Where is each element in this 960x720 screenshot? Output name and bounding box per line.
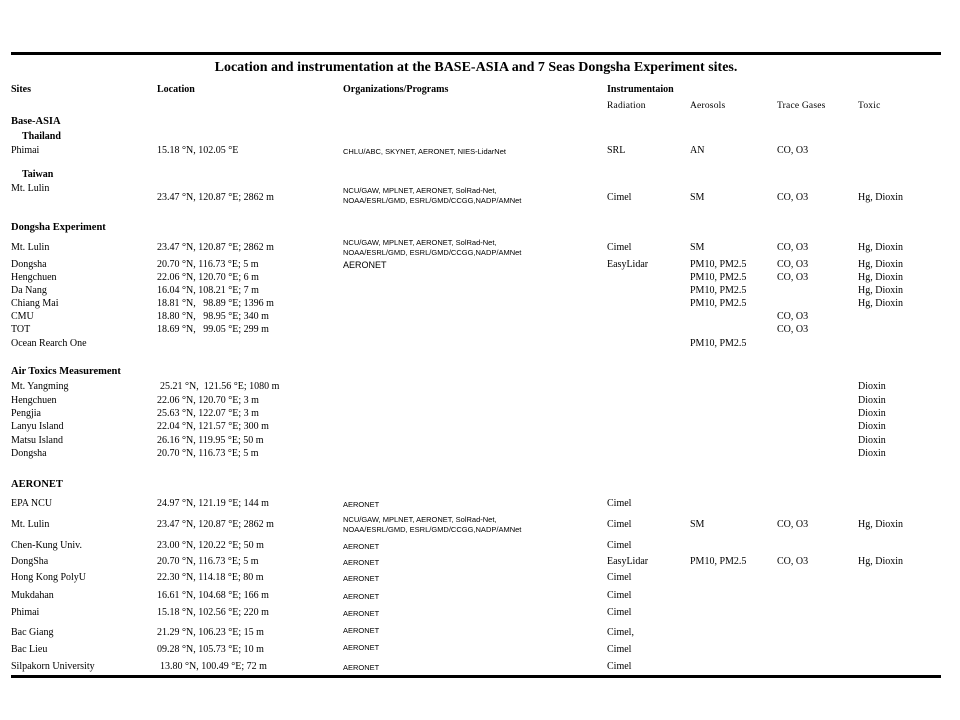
section-air-toxics: Air Toxics Measurement — [11, 366, 121, 377]
section-dongsha-experiment: Dongsha Experiment — [11, 222, 106, 233]
row-radiation: Cimel, — [607, 627, 634, 638]
header-org: Organizations/Programs — [343, 84, 449, 95]
row-site: Bac Giang — [11, 627, 54, 638]
row-org: AERONET — [343, 663, 380, 672]
row-aerosols: PM10, PM2.5 — [690, 298, 747, 309]
row-trace-gases: CO, O3 — [777, 556, 809, 567]
row-aerosols: PM10, PM2.5 — [690, 338, 747, 349]
row-trace-gases: CO, O3 — [777, 272, 809, 283]
row-org: AERONET — [343, 643, 380, 652]
row-location: 15.18 °N, 102.56 °E; 220 m — [157, 607, 269, 618]
row-org: AERONET — [343, 500, 380, 509]
row-site: EPA NCU — [11, 498, 53, 509]
row-aerosols: SM — [690, 242, 705, 253]
row-site: Phimai — [11, 145, 40, 156]
row-trace-gases: CO, O3 — [777, 519, 809, 530]
row-radiation: Cimel — [607, 519, 632, 530]
row-site: Ocean Rearch One — [11, 338, 87, 349]
row-location: 13.80 °N, 100.49 °E; 72 m — [160, 661, 267, 672]
row-radiation: Cimel — [607, 192, 632, 203]
section-aeronet: AERONET — [11, 479, 63, 490]
row-radiation: SRL — [607, 145, 626, 156]
row-location: 16.61 °N, 104.68 °E; 166 m — [157, 590, 269, 601]
row-org-line2: NOAA/ESRL/GMD, ESRL/GMD/CCGG,NADP/AMNet — [343, 525, 522, 534]
row-trace-gases: CO, O3 — [777, 324, 809, 335]
row-trace-gases: CO, O3 — [777, 145, 809, 156]
section-base-asia: Base-ASIA — [11, 116, 61, 127]
row-org: AERONET — [343, 626, 380, 635]
row-location: 22.04 °N, 121.57 °E; 300 m — [157, 421, 269, 432]
row-location: 25.21 °N, 121.56 °E; 1080 m — [160, 381, 280, 392]
row-radiation: Cimel — [607, 498, 632, 509]
row-site: Chiang Mai — [11, 298, 59, 309]
header-instrumentation: Instrumentaion — [607, 84, 674, 95]
subsection-thailand: Thailand — [22, 131, 61, 142]
row-org-line1: NCU/GAW, MPLNET, AERONET, SolRad-Net, — [343, 515, 497, 524]
row-toxic: Hg, Dioxin — [858, 272, 903, 283]
row-location: 25.63 °N, 122.07 °E; 3 m — [157, 408, 259, 419]
row-toxic: Hg, Dioxin — [858, 556, 903, 567]
row-radiation: EasyLidar — [607, 556, 649, 567]
subsection-taiwan: Taiwan — [22, 169, 54, 180]
row-site: Dongsha — [11, 259, 47, 270]
row-radiation: Cimel — [607, 540, 632, 551]
row-toxic: Hg, Dioxin — [858, 285, 903, 296]
row-location: 21.29 °N, 106.23 °E; 15 m — [157, 627, 264, 638]
header-toxic: Toxic — [858, 101, 881, 111]
header-radiation: Radiation — [607, 101, 646, 111]
row-radiation: Cimel — [607, 644, 632, 655]
row-radiation: Cimel — [607, 607, 632, 618]
row-location: 20.70 °N, 116.73 °E; 5 m — [157, 259, 259, 270]
row-site: Hong Kong PolyU — [11, 572, 87, 583]
row-location: 23.47 °N, 120.87 °E; 2862 m — [157, 242, 274, 253]
header-trace-gases: Trace Gases — [777, 101, 826, 111]
row-toxic: Hg, Dioxin — [858, 259, 903, 270]
row-location: 22.06 °N, 120.70 °E; 3 m — [157, 395, 259, 406]
row-aerosols: PM10, PM2.5 — [690, 285, 747, 296]
row-site: CMU — [11, 311, 34, 322]
row-site: Lanyu Island — [11, 421, 64, 432]
row-org: AERONET — [343, 574, 380, 583]
row-org-line2: NOAA/ESRL/GMD, ESRL/GMD/CCGG,NADP/AMNet — [343, 196, 522, 205]
row-site: Hengchuen — [11, 395, 57, 406]
row-org-line1: NCU/GAW, MPLNET, AERONET, SolRad-Net, — [343, 186, 497, 195]
row-site: Bac Lieu — [11, 644, 48, 655]
row-location: 20.70 °N, 116.73 °E; 5 m — [157, 448, 259, 459]
row-site: Mt. Lulin — [11, 242, 50, 253]
row-org: AERONET — [343, 260, 387, 270]
row-location: 22.30 °N, 114.18 °E; 80 m — [157, 572, 264, 583]
row-org: AERONET — [343, 558, 380, 567]
row-toxic: Dioxin — [858, 408, 886, 419]
row-site: Chen-Kung Univ. — [11, 540, 83, 551]
row-site: Da Nang — [11, 285, 47, 296]
row-toxic: Hg, Dioxin — [858, 519, 903, 530]
row-toxic: Dioxin — [858, 448, 886, 459]
row-aerosols: SM — [690, 519, 705, 530]
row-trace-gases: CO, O3 — [777, 311, 809, 322]
row-location: 18.80 °N, 98.95 °E; 340 m — [157, 311, 269, 322]
row-location: 20.70 °N, 116.73 °E; 5 m — [157, 556, 259, 567]
row-toxic: Hg, Dioxin — [858, 298, 903, 309]
row-trace-gases: CO, O3 — [777, 192, 809, 203]
row-org: AERONET — [343, 592, 380, 601]
row-site: Hengchuen — [11, 272, 57, 283]
row-location: 09.28 °N, 105.73 °E; 10 m — [157, 644, 264, 655]
row-toxic: Dioxin — [858, 421, 886, 432]
row-toxic: Hg, Dioxin — [858, 242, 903, 253]
row-site: Mt. Lulin — [11, 519, 50, 530]
row-location: 26.16 °N, 119.95 °E; 50 m — [157, 435, 264, 446]
row-site: Silpakorn University — [11, 661, 95, 672]
header-location: Location — [157, 84, 195, 95]
row-aerosols: PM10, PM2.5 — [690, 272, 747, 283]
row-site: Pengjia — [11, 408, 41, 419]
row-toxic: Hg, Dioxin — [858, 192, 903, 203]
row-org: CHLU/ABC, SKYNET, AERONET, NIES-LidarNet — [343, 147, 506, 156]
row-site: Dongsha — [11, 448, 47, 459]
row-location: 23.47 °N, 120.87 °E; 2862 m — [157, 519, 274, 530]
row-site: Phimai — [11, 607, 40, 618]
row-toxic: Dioxin — [858, 381, 886, 392]
row-location: 18.69 °N, 99.05 °E; 299 m — [157, 324, 269, 335]
row-site: Mukdahan — [11, 590, 54, 601]
row-site: Mt. Yangming — [11, 381, 69, 392]
row-org-line1: NCU/GAW, MPLNET, AERONET, SolRad-Net, — [343, 238, 497, 247]
row-radiation: EasyLidar — [607, 259, 649, 270]
row-site: TOT — [11, 324, 31, 335]
row-aerosols: PM10, PM2.5 — [690, 259, 747, 270]
row-aerosols: SM — [690, 192, 705, 203]
row-location: 22.06 °N, 120.70 °E; 6 m — [157, 272, 259, 283]
row-radiation: Cimel — [607, 242, 632, 253]
row-aerosols: AN — [690, 145, 705, 156]
row-site: DongSha — [11, 556, 49, 567]
row-org-line2: NOAA/ESRL/GMD, ESRL/GMD/CCGG,NADP/AMNet — [343, 248, 522, 257]
row-radiation: Cimel — [607, 572, 632, 583]
row-org: AERONET — [343, 609, 380, 618]
row-toxic: Dioxin — [858, 395, 886, 406]
row-trace-gases: CO, O3 — [777, 242, 809, 253]
row-org: AERONET — [343, 542, 380, 551]
row-location: 24.97 °N, 121.19 °E; 144 m — [157, 498, 269, 509]
row-location: 16.04 °N, 108.21 °E; 7 m — [157, 285, 259, 296]
row-location: 23.00 °N, 120.22 °E; 50 m — [157, 540, 264, 551]
row-radiation: Cimel — [607, 661, 632, 672]
table-title: Location and instrumentation at the BASE-ASIA and 7 Seas Dongsha Experiment sites. — [214, 60, 738, 75]
row-aerosols: PM10, PM2.5 — [690, 556, 747, 567]
row-radiation: Cimel — [607, 590, 632, 601]
row-site: Mt. Lulin — [11, 183, 50, 194]
row-location: 15.18 °N, 102.05 °E — [157, 145, 239, 156]
row-location: 23.47 °N, 120.87 °E; 2862 m — [157, 192, 274, 203]
row-site: Matsu Island — [11, 435, 63, 446]
header-aerosols: Aerosols — [690, 101, 726, 111]
top-rule — [11, 52, 941, 55]
row-location: 18.81 °N, 98.89 °E; 1396 m — [157, 298, 274, 309]
row-toxic: Dioxin — [858, 435, 886, 446]
header-sites: Sites — [11, 84, 31, 95]
row-trace-gases: CO, O3 — [777, 259, 809, 270]
bottom-rule — [11, 675, 941, 678]
